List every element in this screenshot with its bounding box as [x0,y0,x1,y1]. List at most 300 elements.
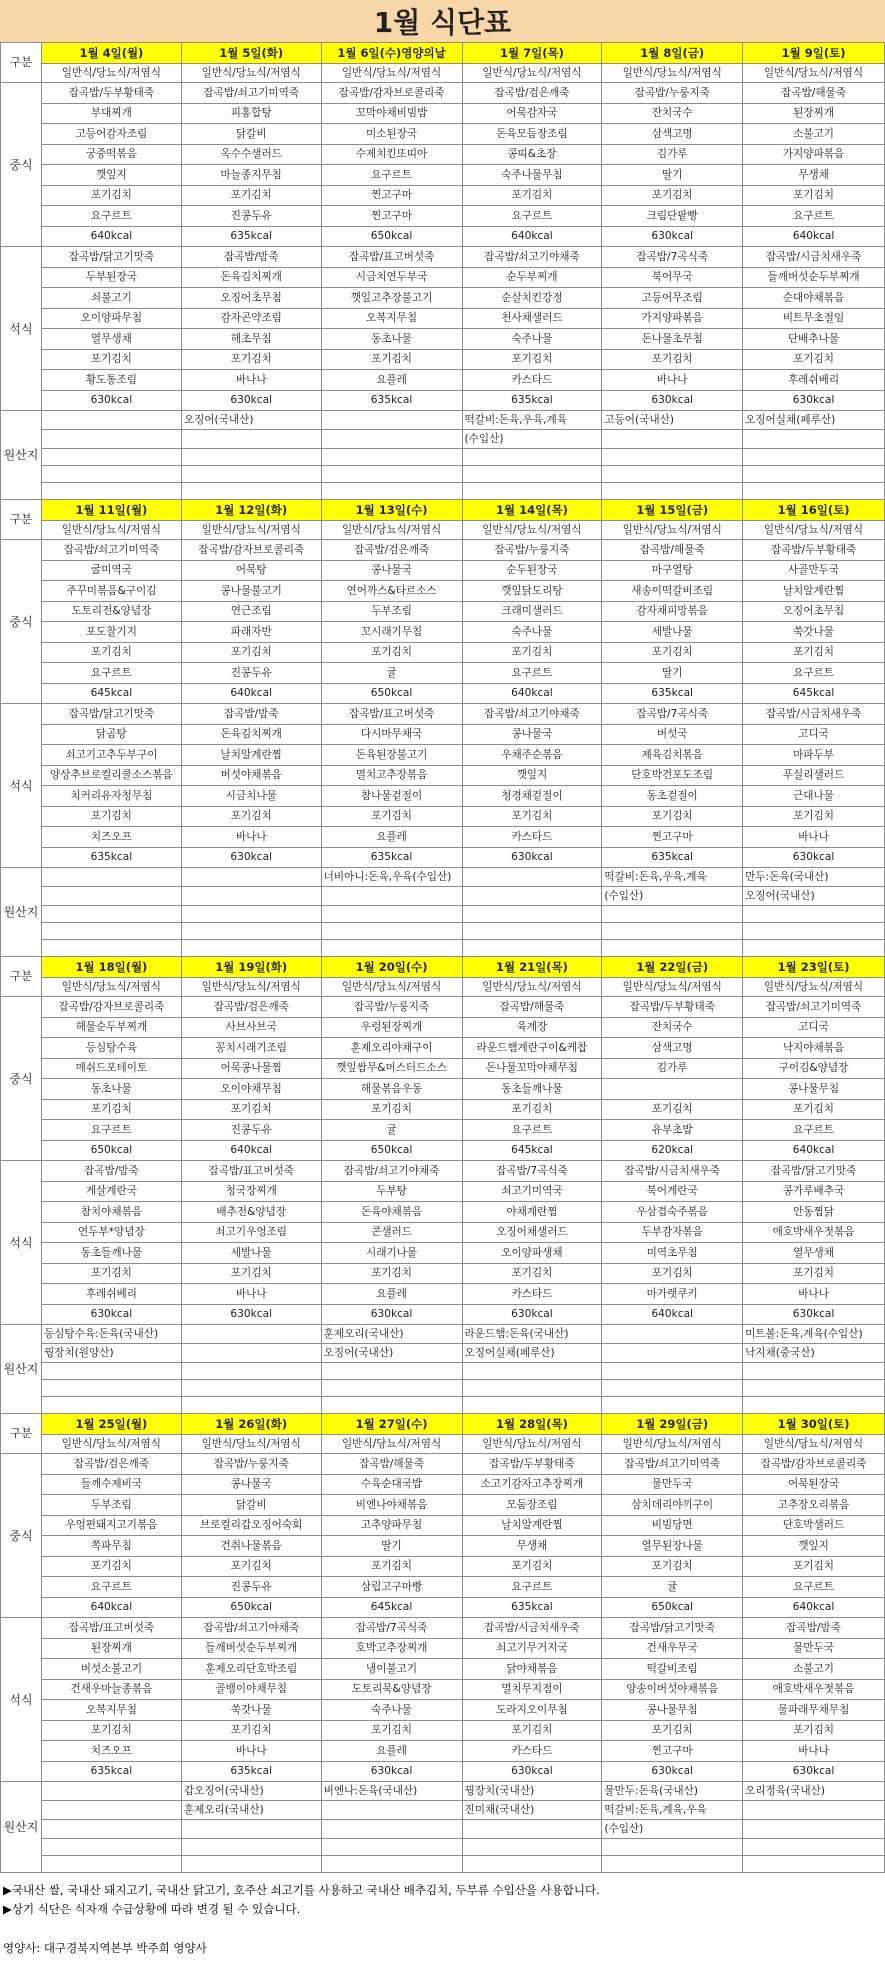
menu-cell: 잡곡밥/해물죽 [321,1454,462,1475]
menu-cell: 포기김치 [743,1720,885,1741]
origin-cell [462,449,602,466]
dinner-row [1,267,885,288]
menu-cell: 잡곡밥/표고버섯죽 [321,247,462,268]
menu-cell: 야채계란찜 [462,1202,602,1223]
origin-cell [462,868,602,887]
origin-label: 원산지 [1,1325,42,1414]
menu-cell: 천사채샐러드 [462,308,602,329]
origin-label: 원산지 [1,868,42,957]
origin-row [1,1380,885,1397]
diet-type-cell: 일반식/당뇨식/저염식 [41,1435,181,1454]
menu-cell: 두부조림 [321,601,462,622]
diet-type-cell: 일반식/당뇨식/저염식 [743,521,885,540]
origin-cell: 오징어(국내산) [181,411,321,430]
origin-cell [41,1856,181,1873]
date-cell: 1월 30일(토) [743,1414,885,1435]
menu-cell: 잡곡밥/밤죽 [181,704,321,725]
menu-cell: 마늘종지무침 [181,165,321,186]
menu-cell: 골뱅이야채무침 [181,1679,321,1700]
origin-row [1,483,885,500]
menu-cell: 버섯소불고기 [41,1659,181,1680]
origin-cell: 만두:돈육(국내산) [743,868,885,887]
origin-row [1,449,885,466]
menu-cell: 돈육야채볶음 [321,1202,462,1223]
dinner-label: 석식 [1,704,42,868]
menu-cell: 닭갈비 [181,124,321,145]
origin-cell: 낙지채(중국산) [743,1344,885,1363]
menu-cell: 찐고구마 [602,827,743,848]
menu-cell: 포기김치 [743,1556,885,1577]
menu-cell: 날치알계란찜 [743,581,885,602]
menu-cell: 630kcal [321,1761,462,1782]
menu-cell: 돈육김치찌개 [181,267,321,288]
menu-cell: 630kcal [41,1304,181,1325]
dinner-row [1,1284,885,1305]
dinner-label: 석식 [1,1161,42,1325]
menu-cell: 잡곡밥/해물죽 [743,83,885,104]
origin-row [1,1397,885,1414]
origin-cell [181,449,321,466]
origin-cell [181,906,321,923]
origin-cell [41,1380,181,1397]
menu-cell: 도토리전&양념장 [41,601,181,622]
date-cell: 1월 5일(화) [181,43,321,64]
dinner-row [1,370,885,391]
menu-cell: 630kcal [743,390,885,411]
lunch-row [1,997,885,1018]
menu-cell: 잡곡밥/두부황태죽 [743,540,885,561]
diet-type-cell: 일반식/당뇨식/저염식 [321,64,462,83]
origin-cell [181,466,321,483]
menu-cell: 635kcal [602,683,743,704]
menu-cell: 우채주순볶음 [462,745,602,766]
menu-cell: 찐고구마 [321,185,462,206]
menu-cell: 물만두국 [743,1638,885,1659]
origin-cell [41,940,181,957]
diet-type-cell: 일반식/당뇨식/저염식 [41,978,181,997]
menu-cell: 사브사브국 [181,1017,321,1038]
menu-cell: 양상추브로컬리쿨소스볶음 [41,765,181,786]
dinner-row [1,1638,885,1659]
lunch-row [1,1038,885,1059]
menu-cell: 시금치나물 [181,786,321,807]
menu-cell: 청국장찌개 [181,1181,321,1202]
menu-cell: 잡곡밥/닭고기맛죽 [743,1161,885,1182]
menu-cell: 냉이불고기 [321,1659,462,1680]
origin-cell [41,1397,181,1414]
menu-cell: 소불고기 [743,1659,885,1680]
lunch-row [1,1079,885,1100]
menu-cell: 오이야채무침 [181,1079,321,1100]
menu-cell: 잡곡밥/7곡식죽 [321,1618,462,1639]
menu-cell: 무생채 [743,165,885,186]
origin-cell [181,1380,321,1397]
menu-cell: 참치야채볶음 [41,1202,181,1223]
menu-cell: 잡곡밥/닭고기맛죽 [41,704,181,725]
menu-cell: 잡곡밥/감자브로콜리죽 [321,83,462,104]
menu-cell: 640kcal [462,683,602,704]
menu-cell: 단배추나물 [743,329,885,350]
origin-cell: 오징어실채(페루산) [462,1344,602,1363]
menu-cell: 깻잎쌈무&머스터드소스 [321,1058,462,1079]
menu-cell: 물만두국 [602,1474,743,1495]
origin-cell [462,483,602,500]
date-row [1,957,885,978]
origin-cell [602,1363,743,1380]
menu-cell: 우삼겹숙주볶음 [602,1202,743,1223]
menu-cell: 635kcal [602,847,743,868]
menu-cell: 잡곡밥/시금치새우죽 [743,247,885,268]
menu-cell: 닭갈비 [181,1495,321,1516]
menu-cell: 찐고구마 [602,1741,743,1762]
menu-cell: 콩띠&초장 [462,144,602,165]
lunch-row [1,185,885,206]
menu-cell: 고등어무조림 [602,288,743,309]
menu-cell: 딸기 [602,165,743,186]
menu-cell: 다시마무채국 [321,724,462,745]
origin-row [1,1363,885,1380]
menu-cell: 포기김치 [462,642,602,663]
menu-cell: 콘샐러드 [321,1222,462,1243]
dinner-row [1,1720,885,1741]
origin-cell: 오리정육(국내산) [743,1782,885,1801]
menu-cell: 진콩두유 [181,1120,321,1141]
date-cell: 1월 25일(월) [41,1414,181,1435]
date-cell: 1월 26일(화) [181,1414,321,1435]
dinner-row [1,1161,885,1182]
dinner-row [1,765,885,786]
diet-type-row [1,64,885,83]
menu-cell: 카스타드 [462,1741,602,1762]
menu-cell: 오징어채샐러드 [462,1222,602,1243]
menu-cell: 포기김치 [321,1263,462,1284]
date-cell: 1월 21일(목) [462,957,602,978]
lunch-row [1,601,885,622]
menu-cell: 꼬시래기무침 [321,622,462,643]
menu-cell: 치즈오프 [41,1741,181,1762]
origin-cell [181,1820,321,1839]
menu-cell: 북어계란국 [602,1181,743,1202]
date-cell: 1월 4일(월) [41,43,181,64]
date-row [1,43,885,64]
origin-cell [743,1397,885,1414]
lunch-row [1,642,885,663]
menu-cell: 잡곡밥/감자브로콜리죽 [41,997,181,1018]
menu-cell: 650kcal [321,683,462,704]
origin-cell [321,940,462,957]
menu-cell: 잡곡밥/쇠고기미역죽 [181,83,321,104]
diet-type-cell: 일반식/당뇨식/저염식 [181,521,321,540]
origin-cell [321,1397,462,1414]
menu-cell: 깻잎고추장불고기 [321,288,462,309]
menu-cell: 콩가루배추국 [743,1181,885,1202]
menu-cell: 잡곡밥/닭고기맛죽 [41,247,181,268]
menu-cell: 요구르트 [321,165,462,186]
menu-cell: 삼색고명 [602,1038,743,1059]
menu-cell: 김가루 [602,1058,743,1079]
notes [0,1881,885,1919]
menu-cell: 오복지무침 [321,308,462,329]
dinner-row [1,1659,885,1680]
origin-cell [181,1397,321,1414]
menu-cell: 굴미역국 [41,560,181,581]
menu-cell: 귤 [602,1577,743,1598]
menu-cell: 마구열탕 [602,560,743,581]
menu-cell: 어묵된장국 [743,1474,885,1495]
menu-cell: 잡곡밥/쇠고기야채죽 [181,1618,321,1639]
lunch-label: 중식 [1,1454,42,1618]
menu-cell: 두부조림 [41,1495,181,1516]
menu-cell: 640kcal [462,226,602,247]
dinner-row [1,390,885,411]
diet-type-cell: 일반식/당뇨식/저염식 [41,64,181,83]
origin-row [1,906,885,923]
menu-cell: 귤 [321,1120,462,1141]
menu-cell: 620kcal [602,1140,743,1161]
dinner-row [1,745,885,766]
menu-cell: 사골만두국 [743,560,885,581]
menu-cell: 바나나 [602,370,743,391]
menu-cell: 650kcal [602,1597,743,1618]
origin-cell [181,887,321,906]
menu-cell: 포기김치 [743,349,885,370]
menu-cell: 포기김치 [321,349,462,370]
dinner-row [1,288,885,309]
dinner-label: 석식 [1,247,42,411]
diet-type-cell: 일반식/당뇨식/저염식 [462,1435,602,1454]
menu-cell: 650kcal [321,226,462,247]
menu-cell: 잡곡밥/쇠고기야채죽 [462,704,602,725]
dinner-label: 석식 [1,1618,42,1782]
origin-cell: 떡갈비:돈육,우육,계육 [462,411,602,430]
menu-cell: 잡곡밥/7곡식죽 [602,247,743,268]
origin-row [1,1839,885,1856]
origin-cell [321,887,462,906]
menu-cell: 포기김치 [462,1720,602,1741]
origin-cell [602,430,743,449]
page-title: 1월 식단표 [0,0,885,42]
origin-cell: 떡갈비:돈육,계육,우육 [602,1801,743,1820]
origin-row [1,868,885,887]
menu-cell: 건취나물볶음 [181,1536,321,1557]
origin-cell [321,449,462,466]
menu-cell: 콩나물국 [181,1474,321,1495]
menu-cell: 구이김&양념장 [743,1058,885,1079]
menu-cell: 포기김치 [462,1099,602,1120]
date-cell: 1월 20일(수) [321,957,462,978]
menu-cell: 포기김치 [321,1720,462,1741]
menu-cell: 순대야채볶음 [743,288,885,309]
menu-cell: 645kcal [41,683,181,704]
footer-dietitian: 영양사: 대구경북지역본부 박주희 영양사 [3,1941,207,1955]
origin-cell [41,1839,181,1856]
origin-cell [602,1856,743,1873]
lunch-row [1,581,885,602]
menu-cell: 쑥갓나물 [181,1700,321,1721]
gubun-label: 구분 [1,43,42,83]
dinner-row [1,1741,885,1762]
menu-cell: 동초들깨나물 [462,1079,602,1100]
menu-cell: 브로컬리갑오징어숙회 [181,1515,321,1536]
origin-cell [321,1801,462,1820]
origin-row [1,466,885,483]
menu-cell: 630kcal [743,1761,885,1782]
dinner-row [1,1222,885,1243]
origin-cell: 꿩장치(원양산) [41,1344,181,1363]
menu-cell: 포기김치 [181,642,321,663]
origin-cell [602,1839,743,1856]
menu-cell: 해초무침 [181,329,321,350]
menu-cell: 포기김치 [181,349,321,370]
menu-cell: 꼬막야채비빔밥 [321,103,462,124]
menu-cell: 수육순대국밥 [321,1474,462,1495]
gubun-label: 구분 [1,1414,42,1454]
origin-row [1,411,885,430]
menu-cell: 숙주나물 [462,622,602,643]
menu-cell: 라운드햄계란구이&케찹 [462,1038,602,1059]
dinner-row [1,847,885,868]
menu-cell: 635kcal [321,390,462,411]
menu-cell: 낙지야채볶음 [743,1038,885,1059]
menu-cell: 포기김치 [743,642,885,663]
menu-cell: 635kcal [181,226,321,247]
lunch-label: 중식 [1,83,42,247]
origin-cell [181,1856,321,1873]
menu-cell: 포기김치 [41,349,181,370]
menu-cell: 잡곡밥/밤죽 [41,1161,181,1182]
menu-cell: 된장찌개 [41,1638,181,1659]
date-cell: 1월 22일(금) [602,957,743,978]
origin-cell: 물만두:돈육(국내산) [602,1782,743,1801]
menu-cell: 비빔당면 [602,1515,743,1536]
menu-cell: 후레쉬베리 [743,370,885,391]
diet-type-cell: 일반식/당뇨식/저염식 [743,64,885,83]
origin-cell [321,1363,462,1380]
menu-cell: 바나나 [181,370,321,391]
menu-cell: 포기김치 [41,1099,181,1120]
origin-cell: (수입산) [462,430,602,449]
menu-cell: 635kcal [462,1597,602,1618]
lunch-row [1,1058,885,1079]
menu-cell: 유부초밥 [602,1120,743,1141]
menu-cell: 포기김치 [41,1720,181,1741]
origin-cell [462,887,602,906]
note-line: ▶상기 식단은 식자재 수급상황에 따라 변경 될 수 있습니다. [3,1902,301,1916]
menu-cell: 해물순두부찌개 [41,1017,181,1038]
menu-cell: 잡곡밥/쇠고기미역죽 [743,997,885,1018]
lunch-row [1,144,885,165]
origin-cell [41,1363,181,1380]
menu-cell: 바나나 [743,827,885,848]
menu-cell: 잡곡밥/두부황태죽 [41,83,181,104]
menu-cell: 제육김치볶음 [602,745,743,766]
menu-cell: 쇠고기고추두부구이 [41,745,181,766]
menu-cell: 635kcal [41,1761,181,1782]
menu-cell: 잡곡밥/검은깨죽 [181,997,321,1018]
origin-cell: 라운드햄:돈육(국내산) [462,1325,602,1344]
origin-cell [602,483,743,500]
menu-cell: 잡곡밥/검은깨죽 [321,540,462,561]
menu-cell: 건새우마늘종볶음 [41,1679,181,1700]
menu-cell: 삼치데리야끼구이 [602,1495,743,1516]
menu-cell: 잡곡밥/표고버섯죽 [181,1161,321,1182]
menu-cell: 쇠고기미역국 [462,1181,602,1202]
menu-cell: 잡곡밥/누룽지죽 [602,83,743,104]
menu-cell: 찐고구마 [321,206,462,227]
lunch-row [1,1577,885,1598]
menu-cell: 잡곡밥/7곡식죽 [602,704,743,725]
menu-cell: 오복지무침 [41,1700,181,1721]
lunch-row [1,1017,885,1038]
menu-cell: 단호박샐러드 [743,1515,885,1536]
origin-cell [462,923,602,940]
date-cell: 1월 11일(월) [41,500,181,521]
menu-cell: 요구르트 [41,663,181,684]
origin-cell: 고등어(국내산) [602,411,743,430]
menu-cell: 날치알계란찜 [462,1515,602,1536]
diet-type-cell: 일반식/당뇨식/저염식 [602,521,743,540]
origin-row [1,1782,885,1801]
menu-cell: 참나물겉절이 [321,786,462,807]
menu-cell: 치커리유자청무침 [41,786,181,807]
menu-cell: 새송이떡갈비조림 [602,581,743,602]
menu-cell: 두부된장국 [41,267,181,288]
menu-cell: 피홍합탕 [181,103,321,124]
menu-cell: 포기김치 [602,1263,743,1284]
menu-cell: 숙주나물 [462,329,602,350]
origin-cell [743,1363,885,1380]
menu-cell: 640kcal [41,1597,181,1618]
menu-cell: 잡곡밥/쇠고기미역죽 [602,1454,743,1475]
origin-cell: 오징어(국내산) [743,887,885,906]
origin-label: 원산지 [1,411,42,500]
menu-cell: 진콩두유 [181,206,321,227]
menu-cell: 바나나 [181,827,321,848]
origin-row [1,887,885,906]
menu-cell: 645kcal [321,1597,462,1618]
menu-cell: 깻잎지 [743,1536,885,1557]
origin-cell [602,466,743,483]
menu-cell: 포기김치 [602,185,743,206]
origin-cell [181,430,321,449]
origin-label: 원산지 [1,1782,42,1873]
lunch-row [1,663,885,684]
menu-cell: 매쉬드포테이토 [41,1058,181,1079]
menu-cell: 630kcal [743,1304,885,1325]
menu-cell: 콩나물국 [321,560,462,581]
gubun-label: 구분 [1,500,42,540]
menu-cell: 황도통조림 [41,370,181,391]
menu-cell: 잡곡밥/시금치새우죽 [602,1161,743,1182]
date-row [1,500,885,521]
menu-cell: 카스타드 [462,1284,602,1305]
menu-cell: 포기김치 [743,806,885,827]
menu-cell: 포기김치 [181,806,321,827]
origin-cell: 너비아니:돈육,우육(수입산) [321,868,462,887]
origin-cell [743,1820,885,1839]
menu-cell: 오징어초무침 [743,601,885,622]
menu-cell: 포기김치 [743,1263,885,1284]
diet-type-cell: 일반식/당뇨식/저염식 [321,978,462,997]
menu-cell: 동초나물 [41,1079,181,1100]
diet-type-cell: 일반식/당뇨식/저염식 [321,1435,462,1454]
menu-cell: 바나나 [743,1284,885,1305]
lunch-row [1,1454,885,1475]
menu-cell: 버섯국 [602,724,743,745]
lunch-row [1,540,885,561]
menu-cell: 640kcal [602,1304,743,1325]
menu-cell: 요구르트 [462,1120,602,1141]
